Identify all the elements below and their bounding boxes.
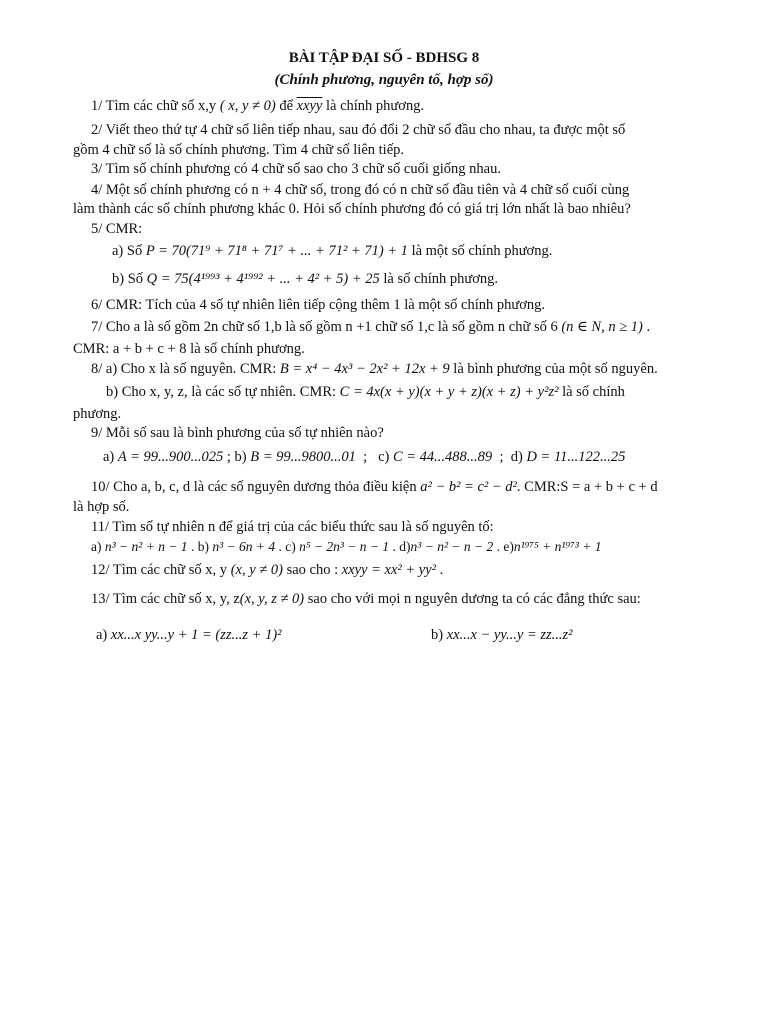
problem-11d-label: . d)	[389, 539, 411, 554]
problem-1-text-b: để	[275, 98, 297, 114]
problem-9d-expression: D = 11...122...25	[526, 449, 626, 465]
problem-2-line-1: 2/ Viết theo thứ tự 4 chữ số liên tiếp nhau, sau đó đổi 2 chữ số đầu cho nhau, ta được một số	[91, 122, 626, 138]
problem-13-text-a: 13/ Tìm các chữ số x, y, z	[91, 591, 240, 607]
problem-5-heading: 5/ CMR:	[91, 221, 143, 237]
problem-1-number: xxyy	[296, 98, 323, 114]
problem-7-condition: (n ∈ N, n ≥ 1)	[561, 319, 643, 335]
problem-5a	[112, 242, 552, 260]
problem-5b-prefix: b) Số	[112, 271, 147, 287]
problem-8b-suffix: là số chính	[558, 384, 625, 400]
problem-8b-prefix: b) Cho x, y, z, là các số tự nhiên. CMR:	[106, 384, 340, 400]
problem-11-items	[91, 538, 601, 556]
problem-9-items	[103, 448, 625, 466]
problem-2-line-2: gồm 4 chữ số là số chính phương. Tìm 4 chữ số liên tiếp.	[73, 142, 405, 158]
problem-7-line-1	[91, 318, 650, 336]
problem-12-text-b: sao cho :	[282, 562, 342, 578]
problem-7-end: .	[642, 319, 651, 335]
problem-5a-prefix: a) Số	[112, 243, 146, 259]
problem-11e-expression: n¹⁹⁷⁵ + n¹⁹⁷³ + 1	[513, 539, 602, 554]
problem-10-text: 10/ Cho a, b, c, d là các số nguyên dương thỏa điều kiện	[91, 479, 421, 495]
problem-12	[91, 561, 443, 579]
problem-11d-expression: n³ − n² − n − 2	[410, 539, 494, 554]
page-title: BÀI TẬP ĐẠI SỐ - BDHSG 8	[288, 50, 480, 66]
problem-9-heading: 9/ Mỗi số sau là bình phương của số tự nhiên nào?	[91, 425, 384, 441]
problem-11c-expression: n⁵ − 2n³ − n − 1	[299, 539, 390, 554]
problem-10-expression: a² − b² = c² − d²	[420, 479, 517, 495]
problem-4-line-2: làm thành các số chính phương khác 0. Hỏi số chính phương đó có giá trị lớn nhất là bao nhiêu?	[73, 201, 631, 217]
page-subtitle: (Chính phương, nguyên tố, hợp số)	[274, 72, 494, 88]
problem-9-sep-3: ;	[499, 449, 504, 465]
problem-8a-prefix: 8/ a) Cho x là số nguyên. CMR:	[91, 361, 280, 377]
problem-7-line-2: CMR: a + b + c + 8 là số chính phương.	[73, 341, 305, 357]
problem-11a-expression: n³ − n² + n − 1	[104, 539, 188, 554]
problem-12-text-c: .	[435, 562, 444, 578]
problem-9a-label: a)	[103, 449, 115, 465]
problem-5b-expression: Q = 75(4¹⁹⁹³ + 4¹⁹⁹² + ... + 4² + 5) + 25	[146, 271, 380, 287]
problem-10-line-2: là hợp số.	[73, 499, 130, 515]
problem-10-line-1	[91, 478, 658, 496]
problem-8a-suffix: là bình phương của một số nguyên.	[449, 361, 658, 377]
problem-13b-expression: xx...x − yy...y = zz...z²	[446, 627, 573, 643]
problem-11b-expression: n³ − 6n + 4	[212, 539, 276, 554]
problem-5a-expression: P = 70(71⁹ + 71⁸ + 71⁷ + ... + 71² + 71) + 1	[145, 243, 408, 259]
problem-11-heading: 11/ Tìm số tự nhiên n để giá trị của các biểu thức sau là số nguyên tố:	[91, 519, 494, 535]
problem-13b-label: b)	[431, 627, 444, 643]
problem-9a-expression: A = 99...900...025	[117, 449, 224, 465]
problem-12-expression: xxyy = xx² + yy²	[341, 562, 436, 578]
problem-11a-label: a)	[91, 539, 105, 554]
problem-13-text-b: sao cho với mọi n nguyên dương ta có các đẳng thức sau:	[304, 591, 641, 607]
problem-7-text: 7/ Cho a là số gồm 2n chữ số 1,b là số gồm n +1 chữ số 1,c là số gồm n chữ số 6	[91, 319, 562, 335]
problem-4-line-1: 4/ Một số chính phương có n + 4 chữ số, trong đó có n chữ số đầu tiên và 4 chữ số cuối cùng	[91, 182, 630, 198]
problem-13-condition: (x, y, z ≠ 0)	[239, 591, 305, 607]
problem-13a-label: a)	[96, 627, 108, 643]
problem-9-sep-2: ;	[363, 449, 368, 465]
problem-11c-label: . c)	[275, 539, 300, 554]
problem-5b-suffix: là số chính phương.	[379, 271, 499, 287]
problem-13-heading	[91, 590, 641, 608]
problem-1-text-c: là chính phương.	[322, 98, 425, 114]
problem-5b	[112, 270, 498, 288]
problem-12-text-a: 12/ Tìm các chữ số x, y	[91, 562, 231, 578]
problem-1	[91, 97, 424, 115]
problem-9-sep-1: ; b)	[223, 449, 247, 465]
problem-13b	[431, 626, 573, 644]
problem-9c-label: c)	[378, 449, 390, 465]
problem-11b-label: . b)	[187, 539, 213, 554]
problem-1-condition: ( x, y ≠ 0)	[219, 98, 276, 114]
problem-9c-expression: C = 44...488...89	[392, 449, 493, 465]
problem-8b-expression: C = 4x(x + y)(x + y + z)(x + z) + y²z²	[339, 384, 559, 400]
problem-8a-expression: B = x⁴ − 4x³ − 2x² + 12x + 9	[279, 361, 450, 377]
problem-8a	[91, 360, 658, 378]
problem-13a-expression: xx...x yy...y + 1 = (zz...z + 1)²	[110, 627, 282, 643]
problem-9d-label: d)	[510, 449, 523, 465]
problem-12-condition: (x, y ≠ 0)	[230, 562, 283, 578]
problem-11e-label: . e)	[493, 539, 514, 554]
problem-6: 6/ CMR: Tích của 4 số tự nhiên liên tiếp cộng thêm 1 là một số chính phương.	[91, 297, 546, 313]
problem-13a	[96, 626, 282, 644]
problem-9b-expression: B = 99...9800...01	[250, 449, 356, 465]
problem-1-text-a: 1/ Tìm các chữ số x,y	[91, 98, 220, 114]
problem-8b-line-2: phương.	[73, 406, 122, 422]
problem-10-end: . CMR:S = a + b + c + d	[516, 479, 658, 495]
problem-8b	[106, 383, 625, 401]
problem-5a-suffix: là một số chính phương.	[407, 243, 553, 259]
problem-3: 3/ Tìm số chính phương có 4 chữ số sao cho 3 chữ số cuối giống nhau.	[91, 161, 501, 177]
